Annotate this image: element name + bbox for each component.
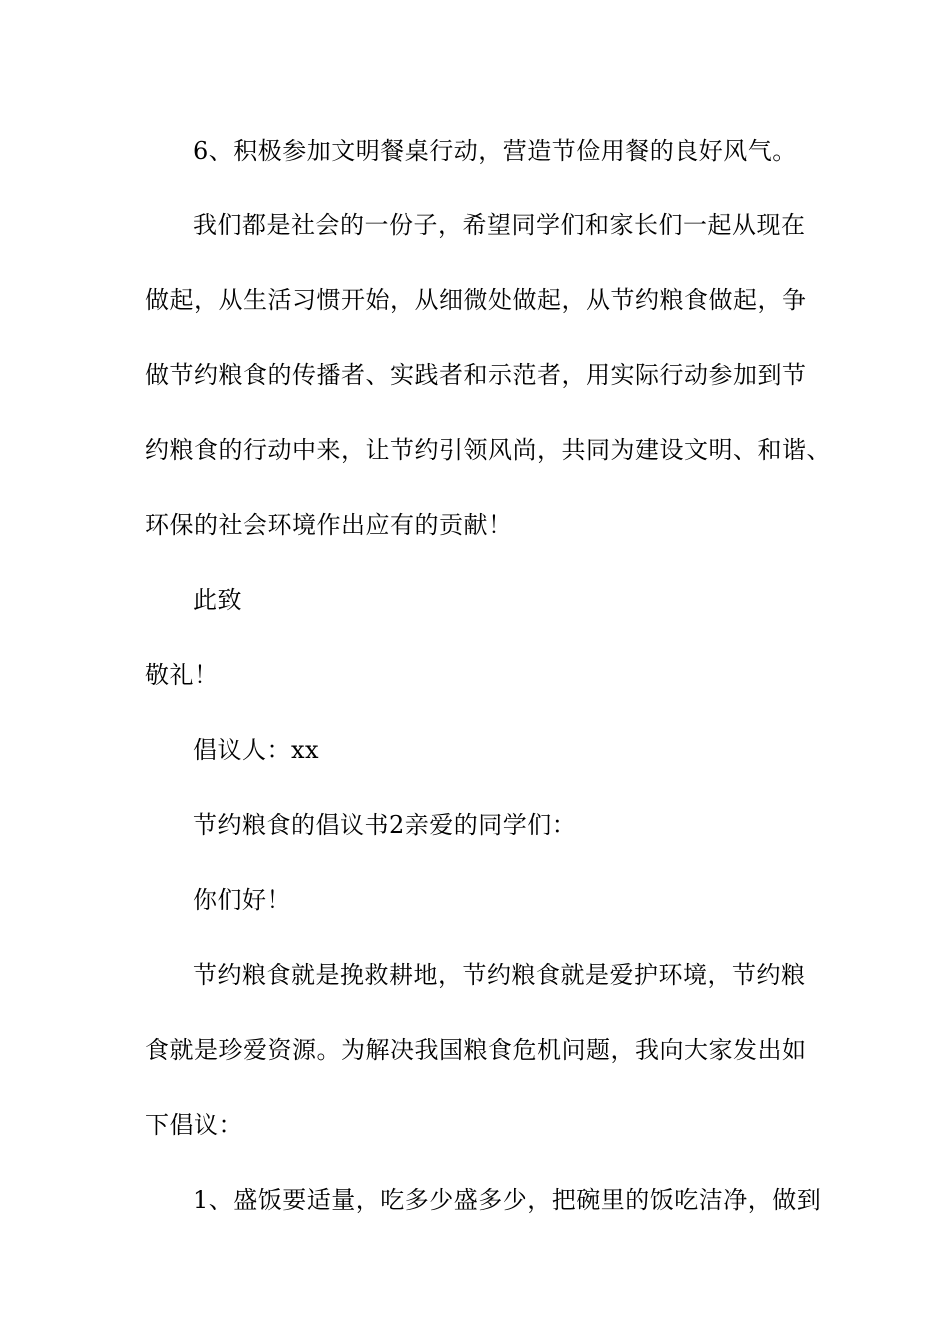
paragraph-line: 约粮食的行动中来，让节约引领风尚，共同为建设文明、和谐、 (145, 436, 831, 464)
paragraph-item-6: 6、积极参加文明餐桌行动，营造节俭用餐的良好风气。 (193, 137, 797, 165)
paragraph-line: 环保的社会环境作出应有的贡献！ (145, 511, 513, 539)
paragraph-line: 我们都是社会的一份子，希望同学们和家长们一起从现在 (193, 211, 806, 239)
paragraph-line: 做起，从生活习惯开始，从细微处做起，从节约粮食做起，争 (145, 286, 807, 314)
salutation: 敬礼！ (145, 661, 219, 689)
greeting: 你们好！ (193, 886, 291, 914)
paragraph-line: 下倡议： (145, 1111, 243, 1139)
closing-phrase: 此致 (193, 586, 242, 614)
paragraph-line: 做节约粮食的传播者、实践者和示范者，用实际行动参加到节 (145, 361, 807, 389)
paragraph-item-1: 1、盛饭要适量，吃多少盛多少，把碗里的饭吃洁净，做到 (193, 1186, 822, 1214)
signature-line: 倡议人：xx (193, 736, 320, 764)
paragraph-line: 食就是珍爱资源。为解决我国粮食危机问题，我向大家发出如 (145, 1036, 807, 1064)
section-heading: 节约粮食的倡议书2亲爱的同学们： (193, 811, 577, 839)
paragraph-line: 节约粮食就是挽救耕地，节约粮食就是爱护环境，节约粮 (193, 961, 806, 989)
